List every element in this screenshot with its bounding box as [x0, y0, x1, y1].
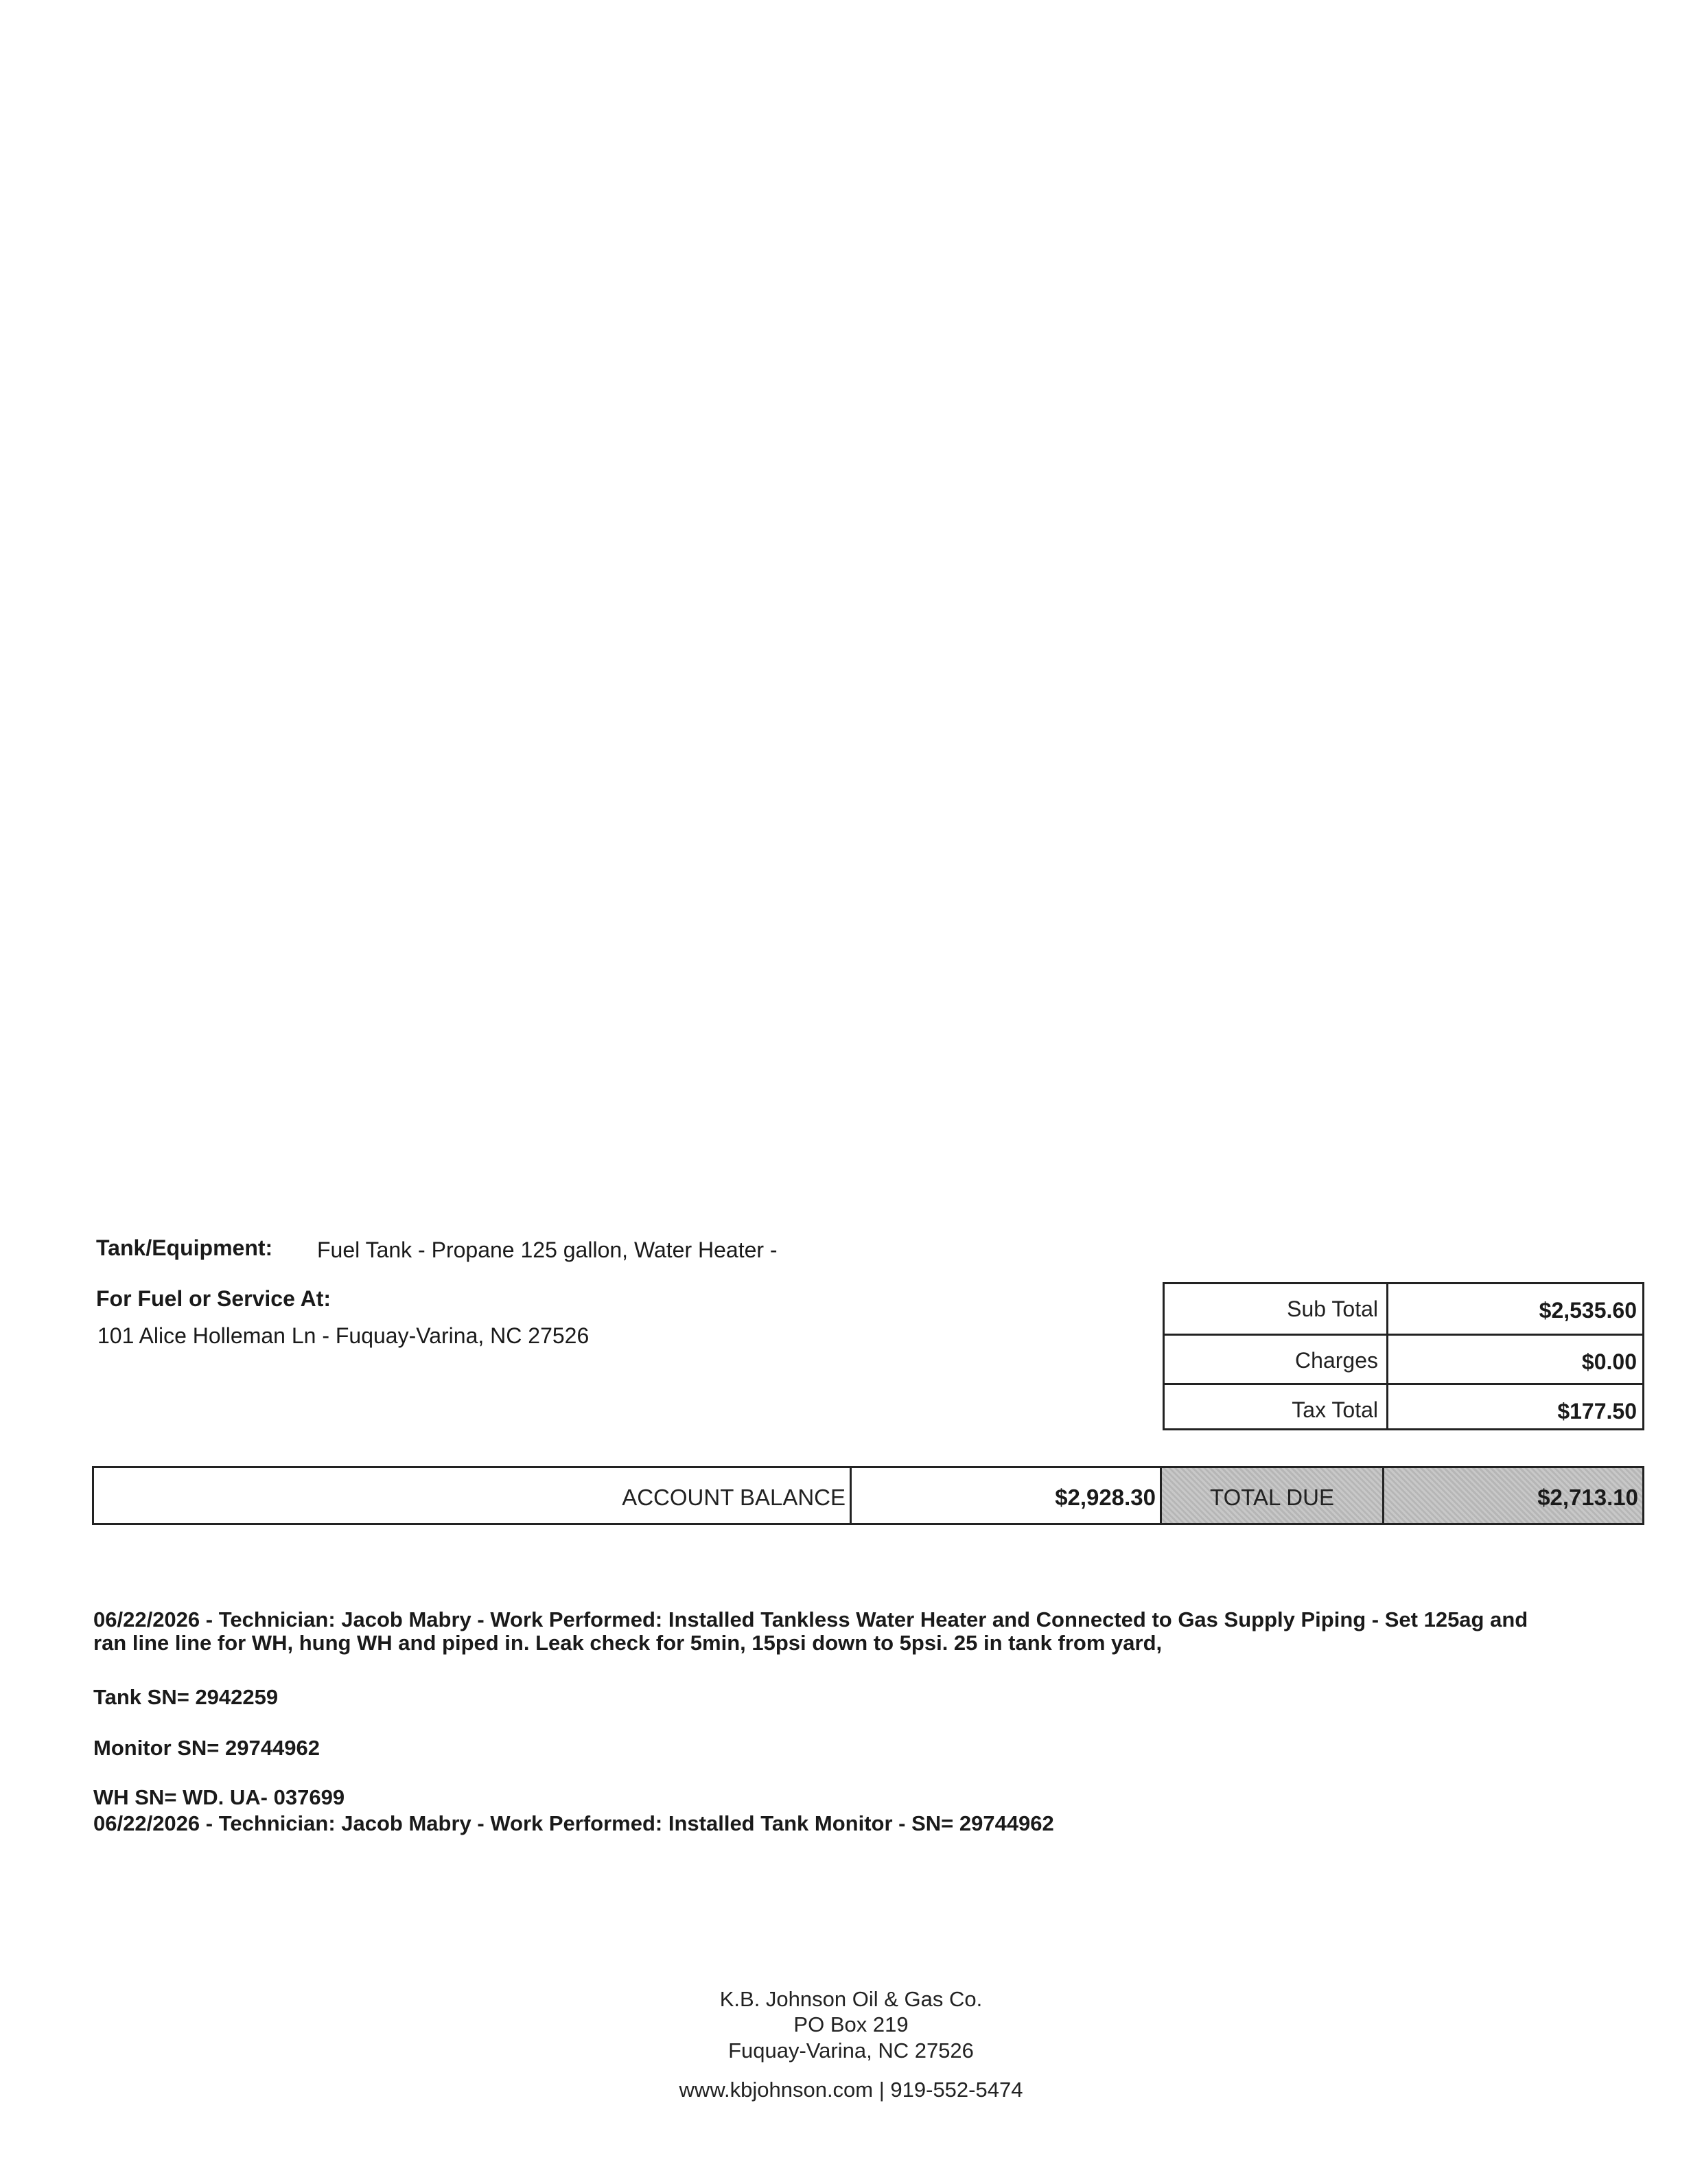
tank-equipment-label: Tank/Equipment: — [96, 1235, 273, 1260]
tax-total-label: Tax Total — [1292, 1397, 1378, 1422]
water-heater-serial-number: WH SN= WD. UA- 037699 — [93, 1785, 345, 1809]
footer-city: Fuquay-Varina, NC 27526 — [728, 2038, 974, 2063]
monitor-serial-number: Monitor SN= 29744962 — [93, 1736, 320, 1760]
summary-table — [1163, 1282, 1644, 1430]
charges-label: Charges — [1295, 1348, 1378, 1373]
footer-po-box: PO Box 219 — [793, 2012, 909, 2036]
account-balance-label: ACCOUNT BALANCE — [622, 1485, 846, 1510]
service-location-address: 101 Alice Holleman Ln - Fuquay-Varina, NC 27526 — [97, 1323, 590, 1348]
summary-row-tax-total — [1165, 1383, 1642, 1434]
tank-equipment-value: Fuel Tank - Propane 125 gallon, Water Heater - — [317, 1238, 778, 1262]
total-due-label-cell — [1162, 1468, 1384, 1523]
work-note-1-line-2: ran line line for WH, hung WH and piped in. Leak check for 5min, 15psi down to 5psi. 25 in tank from yard, — [93, 1631, 1163, 1655]
subtotal-label: Sub Total — [1287, 1297, 1378, 1321]
work-note-2: 06/22/2026 - Technician: Jacob Mabry - Work Performed: Installed Tank Monitor - SN= 29744962 — [93, 1811, 1054, 1835]
tank-serial-number: Tank SN= 2942259 — [93, 1685, 279, 1709]
balance-bar — [92, 1466, 1644, 1525]
service-location-label: For Fuel or Service At: — [96, 1286, 331, 1311]
tax-total-value: $177.50 — [1557, 1399, 1637, 1424]
account-balance-value-cell — [852, 1468, 1162, 1523]
account-balance-label-cell — [94, 1468, 852, 1523]
total-due-value-cell — [1384, 1468, 1642, 1523]
footer-company-name: K.B. Johnson Oil & Gas Co. — [719, 1987, 983, 2011]
subtotal-value: $2,535.60 — [1539, 1298, 1637, 1323]
footer-contact: www.kbjohnson.com | 919-552-5474 — [679, 2078, 1023, 2102]
total-due-value: $2,713.10 — [1537, 1485, 1638, 1510]
summary-row-subtotal — [1165, 1284, 1642, 1334]
total-due-label: TOTAL DUE — [1210, 1485, 1334, 1510]
summary-row-charges — [1165, 1334, 1642, 1385]
account-balance-value: $2,928.30 — [1055, 1485, 1156, 1510]
charges-value: $0.00 — [1581, 1349, 1637, 1374]
work-note-1-line-1: 06/22/2026 - Technician: Jacob Mabry - Work Performed: Installed Tankless Water Heater and Connected to Gas Supply Piping - Set 125ag and — [93, 1607, 1528, 1631]
